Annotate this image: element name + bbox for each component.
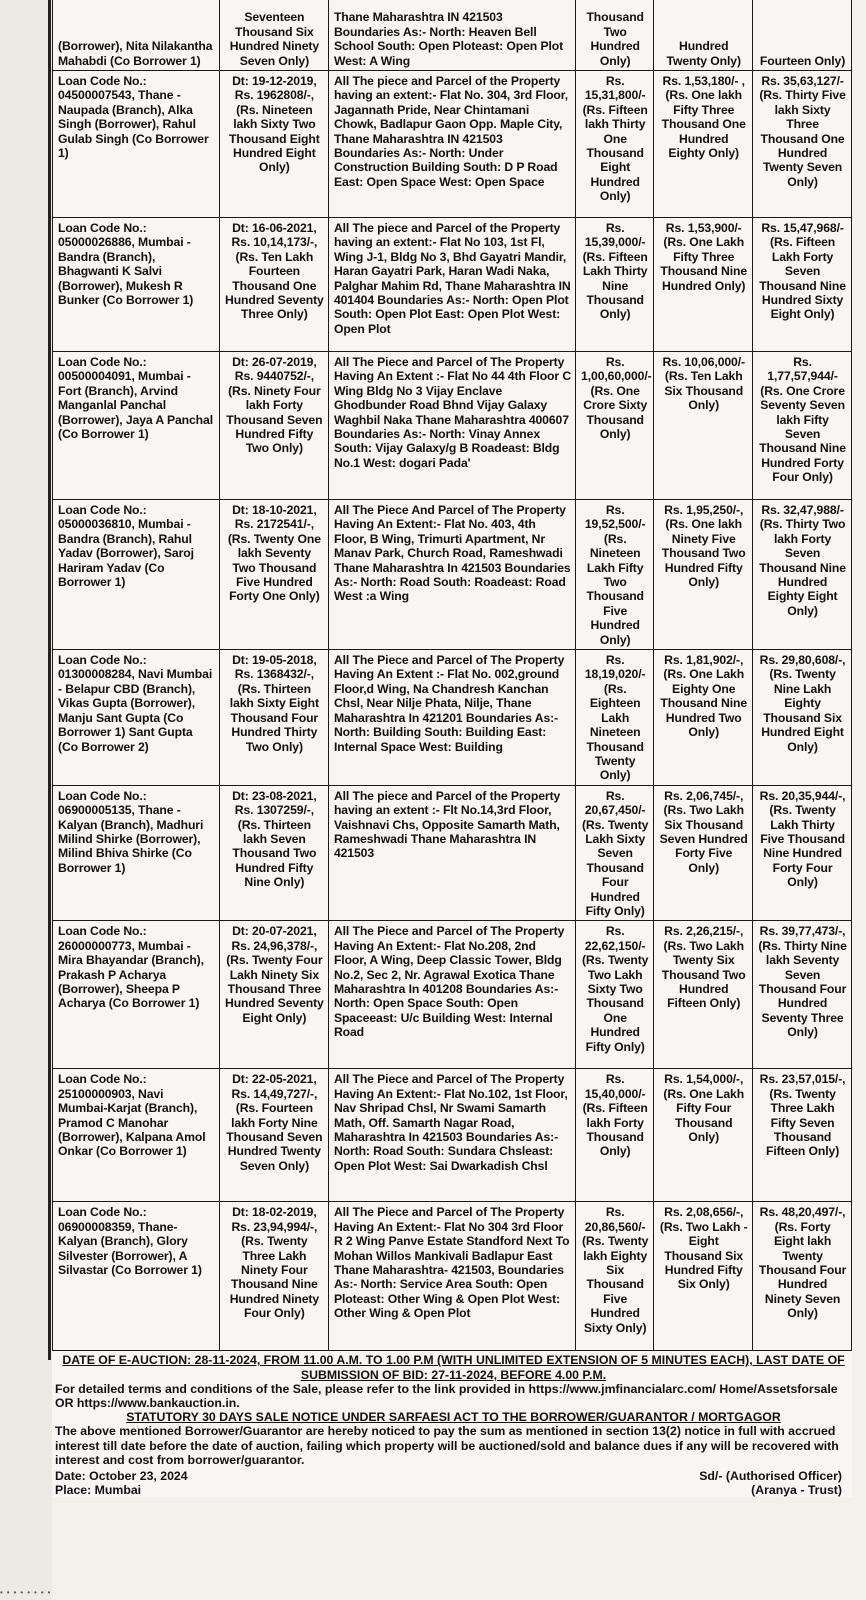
place-line: Place: Mumbai	[55, 1483, 142, 1498]
reserve-price-cell: Rs. 1,00,60,000/- (Rs. One Crore Sixty Thousand Only)	[576, 352, 654, 500]
auction-date-line: DATE OF E-AUCTION: 28-11-2024, FROM 11.00 A.M. TO 1.00 P.M (WITH UNLIMITED EXTENSION OF 5 MINUTES EACH), LAST DATE OF SUBMISSION OF BID: 27-11-2024, BEFORE 4.00 P.M.	[62, 1353, 845, 1382]
property-cell: All The Piece and Parcel of The Property Having An Extent:- Flat No.102, 1st Floor, Nav Shripad Chsl, Nr Swami Samarth Math, Off. Samarth Nagar Road, Maharashtra In 421503 Boundaries As:- North: Road South: Sundara Chsleast: Open Plot West: Sai Dwarkadish Chsl	[328, 1069, 575, 1202]
property-cell: All The piece and Parcel of the Property having an extent:- Flat No 103, 1st Fl, Wing J-1, Bldg No 3, Bhd Gayatri Mandir, Haran Gayatri Park, Haran Wadi Naka, Palghar Mahim Rd, Thane Maharashtra IN 401404 Boundaries As:- North: Open Plot South: Open Plot East: Open Plot West: Open Plot	[328, 218, 575, 352]
emd-cell: Rs. 1,81,902/-, (Rs. One Lakh Eighty One Thousand Nine Hundred Two Only)	[654, 650, 753, 786]
property-cell: Thane Maharashtra IN 421503 Boundaries As:- North: Heaven Bell School South: Open Ploteast: Open Plot West: A Wing	[328, 0, 575, 71]
outstanding-cell: Rs. 35,63,127/- (Rs. Thirty Five lakh Sixty Three Thousand One Hundred Twenty Seven Only)	[753, 71, 852, 218]
outstanding-cell: Rs. 32,47,988/- (Rs. Thirty Two lakh Forty Seven Thousand Nine Hundred Eighty Eight Only)	[753, 500, 852, 650]
property-table	[52, 0, 852, 1351]
borrower-cell: Loan Code No.: 05000036810, Mumbai - Bandra (Branch), Rahul Yadav (Borrower), Saroj Hariram Yadav (Co Borrower 1)	[53, 500, 220, 650]
statutory-text: The above mentioned Borrower/Guarantor are hereby noticed to pay the sum as mentioned in section 13(2) notice in full with accrued interest till date before the date of auction, failing which property will be auctioned/sold and balance dues if any will be recovered with interest and cost from borrower/guarantor.	[55, 1424, 839, 1467]
page-edge-dots: ••••••••	[0, 1588, 55, 1597]
reserve-price-cell: Rs. 15,31,800/- (Rs. Fifteen lakh Thirty One Thousand Eight Hundred Only)	[576, 71, 654, 218]
auction-notice	[52, 0, 852, 1497]
property-cell: All The Piece And Parcel of The Property Having An Extent:- Flat No. 403, 4th Floor, B Wing, Trimurti Apartment, Nr Manav Park, Church Road, Rameshwadi Thane Maharashtra In 421503 Boundaries As:- North: Road South: Roadeast: Road West :a Wing	[328, 500, 575, 650]
outstanding-cell: Rs. 39,77,473/-, (Rs. Thirty Nine lakh Seventy Seven Thousand Four Hundred Seventy Three Only)	[753, 921, 852, 1069]
borrower-cell: Loan Code No.: 06900005135, Thane - Kalyan (Branch), Madhuri Milind Shirke (Borrower), Milind Bhiva Shirke (Co Borrower 1)	[53, 785, 220, 921]
table-row	[53, 218, 852, 352]
statutory-heading: STATUTORY 30 DAYS SALE NOTICE UNDER SARFAESI ACT TO THE BORROWER/GUARANTOR / MORTGAGOR	[126, 1410, 781, 1425]
signatory-block	[699, 1469, 852, 1497]
outstanding-cell: Rs. 15,47,968/- (Rs. Fifteen Lakh Forty Seven Thousand Nine Hundred Sixty Eight Only)	[753, 218, 852, 352]
table-row	[53, 1202, 852, 1351]
notice-footer	[52, 1351, 852, 1497]
table-row	[53, 650, 852, 786]
outstanding-cell: Rs. 48,20,497/-, (Rs. Forty Eight lakh Twenty Thousand Four Hundred Ninety Seven Only)	[753, 1202, 852, 1351]
emd-cell: Rs. 2,06,745/-, (Rs. Two Lakh Six Thousand Seven Hundred Forty Five Only)	[654, 785, 753, 921]
demand-cell: Dt: 18-10-2021, Rs. 2172541/-, (Rs. Twenty One lakh Seventy Two Thousand Five Hundred Forty One Only)	[219, 500, 328, 650]
signatory: Sd/- (Authorised Officer)	[699, 1469, 842, 1483]
date-line: Date: October 23, 2024	[55, 1469, 188, 1483]
property-cell: All The Piece and Parcel of The Property Having An Extent :- Flat No 44 4th Floor C Wing Bldg No 3 Vijay Enclave Ghodbunder Road Bhnd Vijay Galaxy Waghbil Naka Thane Maharashtra 400607 Boundaries As:- North: Vinay Annex South: Vijay Galaxy/g B Roadeast: Bldg No.1 West: dogari Pada'	[328, 352, 575, 500]
table-row	[53, 352, 852, 500]
emd-cell: Rs. 1,53,900/- (Rs. One Lakh Fifty Three Thousand Nine Hundred Only)	[654, 218, 753, 352]
outstanding-cell: Rs. 29,80,608/-, (Rs. Twenty Nine Lakh Eighty Thousand Six Hundred Eight Only)	[753, 650, 852, 786]
borrower-cell: Loan Code No.: 00500004091, Mumbai - Fort (Branch), Arvind Manganlal Panchal (Borrower), Jaya A Panchal (Co Borrower 1)	[53, 352, 220, 500]
table-row	[53, 500, 852, 650]
emd-cell: Rs. 1,54,000/-, (Rs. One Lakh Fifty Four Thousand Only)	[654, 1069, 753, 1202]
table-row	[53, 785, 852, 921]
emd-cell: Rs. 1,53,180/- , (Rs. One lakh Fifty Three Thousand One Hundred Eighty Only)	[654, 71, 753, 218]
trust-name: (Aranya - Trust)	[751, 1483, 842, 1498]
reserve-price-cell: Rs. 15,39,000/- (Rs. Fifteen Lakh Thirty Nine Thousand Only)	[576, 218, 654, 352]
outstanding-cell: Rs. 1,77,57,944/- (Rs. One Crore Seventy Seven lakh Fifty Seven Thousand Nine Hundred Forty Four Only)	[753, 352, 852, 500]
property-cell: All The piece and Parcel of the Property having an extent :- Flt No.14,3rd Floor, Vaishnavi Chs, Opposite Samarth Math, Rameshwadi Thane Maharashtra IN 421503	[328, 785, 575, 921]
property-cell: All The Piece and Parcel of The Property Having An Extent:- Flat No 304 3rd Floor R 2 Wing Panve Estate Standford Next To Mohan Willos Mankivali Badlapur East Thane Maharashtra- 421503, Boundaries As:- North: Service Area South: Open Ploteast: Other Wing & Open Plot West: Other Wing & Open Plot	[328, 1202, 575, 1351]
reserve-price-cell: Rs. 20,67,450/- (Rs. Twenty Lakh Sixty Seven Thousand Four Hundred Fifty Only)	[576, 785, 654, 921]
table-row	[53, 71, 852, 218]
outstanding-cell: Fourteen Only)	[753, 0, 852, 71]
borrower-cell: (Borrower), Nita Nilakantha Mahabdi (Co Borrower 1)	[53, 0, 220, 71]
table-row	[53, 921, 852, 1069]
outstanding-cell: Rs. 23,57,015/-, (Rs. Twenty Three Lakh Fifty Seven Thousand Fifteen Only)	[753, 1069, 852, 1202]
page-gutter	[0, 0, 52, 1600]
emd-cell: Hundred Twenty Only)	[654, 0, 753, 71]
terms-text: For detailed terms and conditions of the Sale, please refer to the link provided in https://www.jmfinancialarc.com/ Home/Assetsforsale OR https://www.bankauction.in.	[55, 1381, 838, 1410]
table-row	[53, 1069, 852, 1202]
reserve-price-cell: Thousand Two Hundred Only)	[576, 0, 654, 71]
demand-cell: Dt: 19-12-2019, Rs. 1962808/-, (Rs. Nineteen lakh Sixty Two Thousand Eight Hundred Eight Only)	[219, 71, 328, 218]
emd-cell: Rs. 1,95,250/-, (Rs. One lakh Ninety Five Thousand Two Hundred Fifty Only)	[654, 500, 753, 650]
demand-cell: Dt: 19-05-2018, Rs. 1368432/-, (Rs. Thirteen lakh Sixty Eight Thousand Four Hundred Thirty Two Only)	[219, 650, 328, 786]
borrower-cell: Loan Code No.: 01300008284, Navi Mumbai - Belapur CBD (Branch), Vikas Gupta (Borrower), Manju Sant Gupta (Co Borrower 1) Sant Gupta (Co Borrower 2)	[53, 650, 220, 786]
table-row-partial	[53, 0, 852, 71]
demand-cell: Dt: 18-02-2019, Rs. 23,94,994/-, (Rs. Twenty Three Lakh Ninety Four Thousand Nine Hundred Ninety Four Only)	[219, 1202, 328, 1351]
demand-cell: Dt: 26-07-2019, Rs. 9440752/-, (Rs. Ninety Four lakh Forty Thousand Seven Hundred Fifty Two Only)	[219, 352, 328, 500]
property-cell: All The piece and Parcel of the Property having an extent:- Flat No. 304, 3rd Floor, Jagannath Pride, Near Chintamani Chowk, Badlapur Gaon Opp. Maple City, Thane Maharashtra IN 421503 Boundaries As:- North: Under Construction Building South: D P Road East: Open Space West: Open Space	[328, 71, 575, 218]
emd-cell: Rs. 10,06,000/- (Rs. Ten Lakh Six Thousand Only)	[654, 352, 753, 500]
demand-cell: Dt: 23-08-2021, Rs. 1307259/-, (Rs. Thirteen lakh Seven Thousand Two Hundred Fifty Nine Only)	[219, 785, 328, 921]
date-place-block	[55, 1469, 188, 1497]
demand-cell: Dt: 20-07-2021, Rs. 24,96,378/-, (Rs. Twenty Four Lakh Ninety Six Thousand Three Hundred Seventy Eight Only)	[219, 921, 328, 1069]
borrower-cell: Loan Code No.: 05000026886, Mumbai - Bandra (Branch), Bhagwanti K Salvi (Borrower), Mukesh R Bunker (Co Borrower 1)	[53, 218, 220, 352]
demand-cell: Dt: 16-06-2021, Rs. 10,14,173/-, (Rs. Ten Lakh Fourteen Thousand One Hundred Seventy Three Only)	[219, 218, 328, 352]
gutter-rule	[48, 0, 51, 1360]
borrower-cell: Loan Code No.: 04500007543, Thane - Naupada (Branch), Alka Singh (Borrower), Rahul Gulab Singh (Co Borrower 1)	[53, 71, 220, 218]
borrower-cell: Loan Code No.: 26000000773, Mumbai - Mira Bhayandar (Branch), Prakash P Acharya (Borrower), Sheepa P Acharya (Co Borrower 1)	[53, 921, 220, 1069]
reserve-price-cell: Rs. 15,40,000/- (Rs. Fifteen lakh Forty Thousand Only)	[576, 1069, 654, 1202]
property-cell: All The Piece and Parcel of The Property Having An Extent :- Flat No. 002,ground Floor,d Wing, Na Chandresh Kanchan Chsl, Near Nilje Phata, Nilje, Thane Maharashtra In 421201 Boundaries As:- North: Building South: Building East: Internal Space West: Building	[328, 650, 575, 786]
signature-row	[55, 1469, 852, 1497]
emd-cell: Rs. 2,26,215/-, (Rs. Two Lakh Twenty Six Thousand Two Hundred Fifteen Only)	[654, 921, 753, 1069]
property-cell: All The Piece and Parcel of The Property Having An Extent:- Flat No.208, 2nd Floor, A Wing, Deep Classic Tower, Bldg No.2, Sec 2, Nr. Agrawal Exotica Thane Maharashtra In 401208 Boundaries As:- North: Open Space South: Open Spaceeast: U/c Building West: Internal Road	[328, 921, 575, 1069]
reserve-price-cell: Rs. 20,86,560/- (Rs. Twenty lakh Eighty Six Thousand Five Hundred Sixty Only)	[576, 1202, 654, 1351]
demand-cell: Seventeen Thousand Six Hundred Ninety Seven Only)	[219, 0, 328, 71]
borrower-cell: Loan Code No.: 25100000903, Navi Mumbai-Karjat (Branch), Pramod C Manohar (Borrower), Kalpana Amol Onkar (Co Borrower 1)	[53, 1069, 220, 1202]
emd-cell: Rs. 2,08,656/-, (Rs. Two Lakh - Eight Thousand Six Hundred Fifty Six Only)	[654, 1202, 753, 1351]
outstanding-cell: Rs. 20,35,944/-, (Rs. Twenty Lakh Thirty Five Thousand Nine Hundred Forty Four Only)	[753, 785, 852, 921]
reserve-price-cell: Rs. 19,52,500/- (Rs. Nineteen Lakh Fifty Two Thousand Five Hundred Only)	[576, 500, 654, 650]
borrower-cell: Loan Code No.: 06900008359, Thane- Kalyan (Branch), Glory Silvester (Borrower), A Silvastar (Co Borrower 1)	[53, 1202, 220, 1351]
demand-cell: Dt: 22-05-2021, Rs. 14,49,727/-, (Rs. Fourteen lakh Forty Nine Thousand Seven Hundred Twenty Seven Only)	[219, 1069, 328, 1202]
reserve-price-cell: Rs. 22,62,150/- (Rs. Twenty Two Lakh Sixty Two Thousand One Hundred Fifty Only)	[576, 921, 654, 1069]
reserve-price-cell: Rs. 18,19,020/- (Rs. Eighteen Lakh Nineteen Thousand Twenty Only)	[576, 650, 654, 786]
